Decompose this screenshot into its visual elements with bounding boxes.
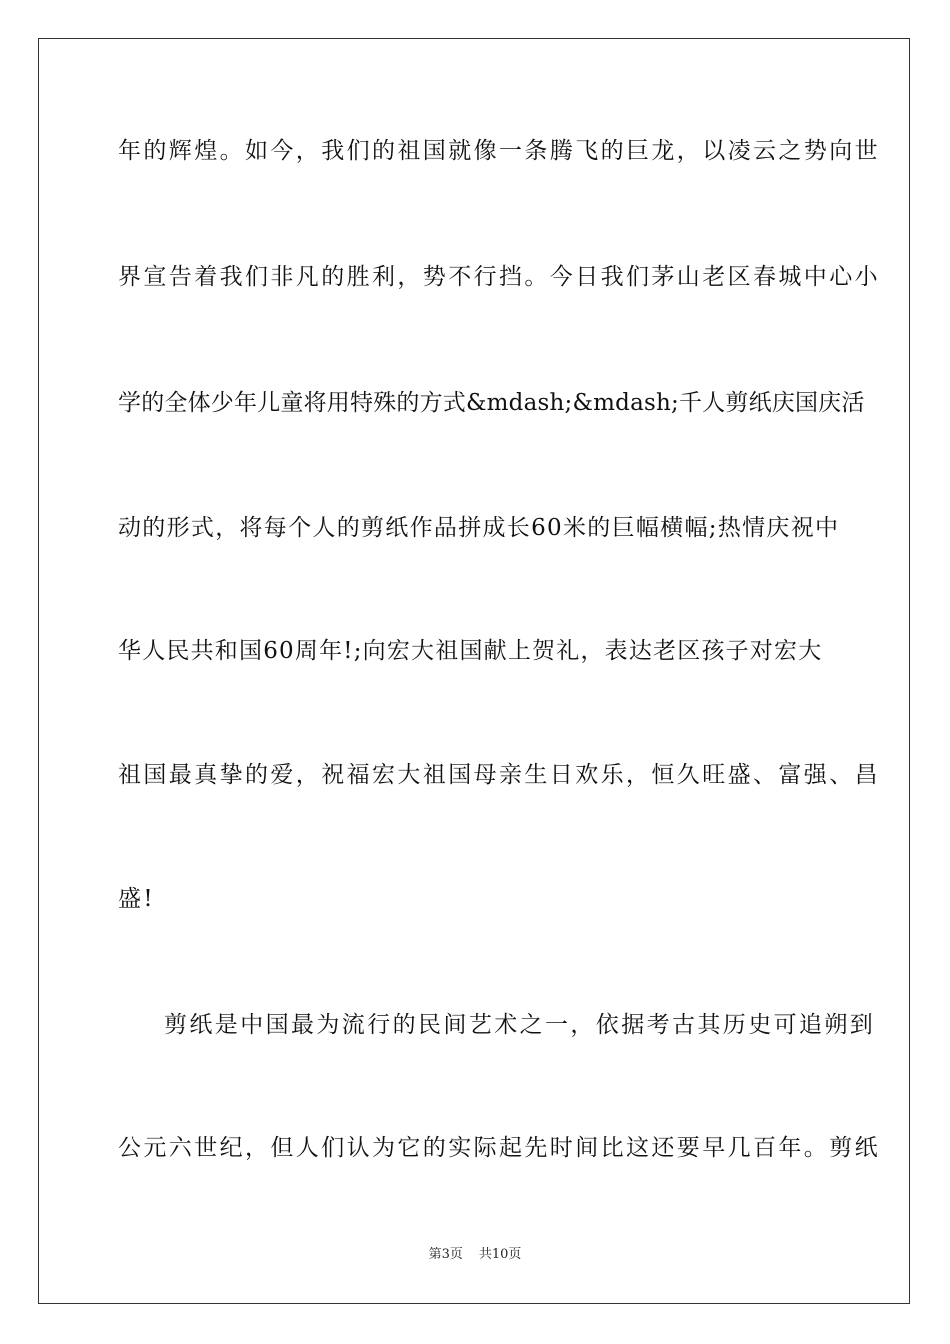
- page-border: [38, 38, 910, 1304]
- body-text-line: 动的形式，将每个人的剪纸作品拼成长60米的巨幅横幅;热情庆祝中: [118, 515, 840, 541]
- body-text-line: 界宣告着我们非凡的胜利，势不行挡。今日我们茅山老区春城中心小: [118, 264, 880, 290]
- paragraph-start-line: 剪纸是中国最为流行的民间艺术之一，依据考古其历史可追朔到: [164, 1012, 876, 1038]
- body-text-line: 盛!: [118, 886, 156, 912]
- body-text-line: 公元六世纪，但人们认为它的实际起先时间比这还要早几百年。剪纸: [118, 1135, 880, 1161]
- body-text-line: 祖国最真挚的爱，祝福宏大祖国母亲生日欢乐，恒久旺盛、富强、昌: [118, 762, 880, 788]
- page-number: 第3页: [428, 1247, 463, 1262]
- page-footer: [0, 1247, 950, 1263]
- body-text-line: 年的辉煌。如今，我们的祖国就像一条腾飞的巨龙，以凌云之势向世: [118, 138, 880, 164]
- body-text-line: 华人民共和国60周年!;向宏大祖国献上贺礼，表达老区孩子对宏大: [118, 638, 823, 664]
- total-pages: 共10页: [478, 1247, 522, 1262]
- body-text-line: 学的全体少年儿童将用特殊的方式&mdash;&mdash;千人剪纸庆国庆活: [118, 390, 865, 416]
